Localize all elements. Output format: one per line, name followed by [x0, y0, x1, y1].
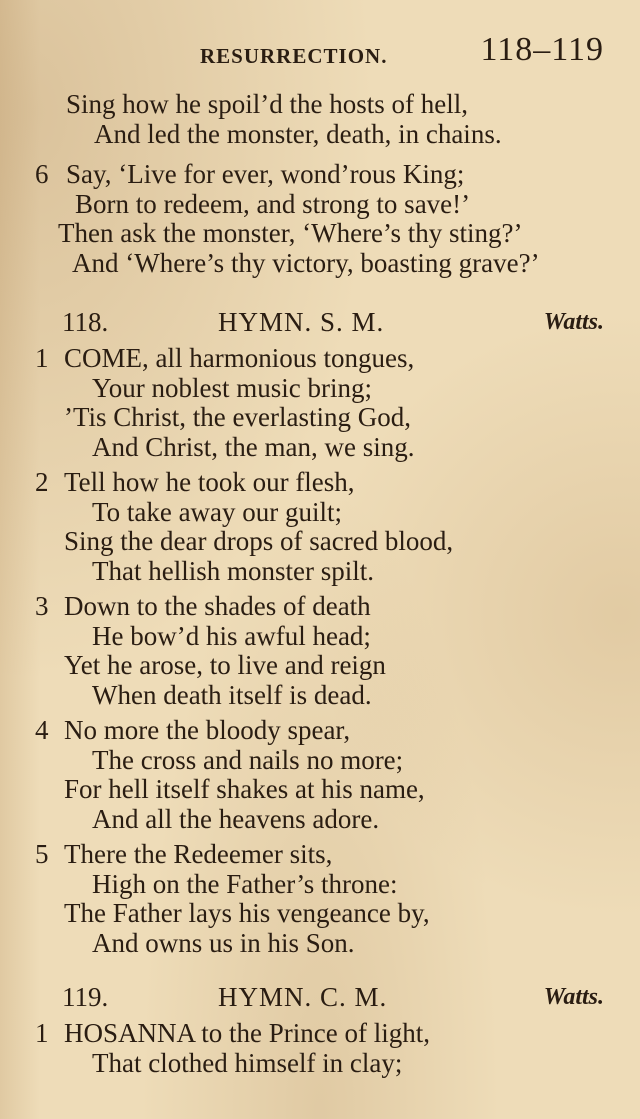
verse-line: 6 Say, ‘Live for ever, wond’rous King;	[35, 159, 465, 189]
verse-line: That clothed himself in clay;	[92, 1047, 403, 1078]
verse-line: And Christ, the man, we sing.	[92, 431, 415, 462]
hymn-118-stanza-2	[0, 468, 640, 586]
verse-line: Sing how he spoil’d the hosts of hell,	[66, 89, 468, 119]
verse-line: When death itself is dead.	[92, 679, 372, 710]
running-head: RESURRECTION.	[200, 44, 388, 68]
verse-line: 1 COME, all harmonious tongues,	[35, 343, 415, 373]
hymn-119-heading	[0, 980, 640, 1014]
verse-line: And ‘Where’s thy victory, boasting grave?’	[72, 247, 540, 278]
page-range: 118–119	[480, 31, 604, 68]
verse-line: Born to redeem, and strong to save!’	[75, 188, 471, 219]
stanza-number: 5	[35, 839, 49, 869]
verse-line: The cross and nails no more;	[92, 744, 404, 775]
verse-line: High on the Father’s throne:	[92, 868, 398, 899]
stanza-number: 6	[35, 159, 49, 189]
hymn-118-stanza-5	[0, 840, 640, 958]
verse-line: For hell itself shakes at his name,	[64, 774, 425, 804]
hymn-118-stanza-3	[0, 592, 640, 710]
hymn-author: Watts.	[543, 309, 604, 335]
verse-line: And led the monster, death, in chains.	[94, 118, 502, 149]
verse-line: Then ask the monster, ‘Where’s thy sting?’	[58, 218, 523, 248]
verse-line: 2 Tell how he took our flesh,	[35, 467, 355, 497]
verse-line: Sing the dear drops of sacred blood,	[64, 526, 454, 556]
verse-line: 1 HOSANNA to the Prince of light,	[35, 1018, 430, 1048]
stanza-number: 3	[35, 591, 49, 621]
verse-line: ’Tis Christ, the everlasting God,	[64, 402, 411, 432]
stanza-6	[0, 160, 640, 278]
page-header	[0, 28, 640, 78]
stanza-continuation	[0, 90, 640, 149]
hymn-number: 118.	[62, 307, 109, 337]
verse-line: The Father lays his vengeance by,	[64, 898, 430, 928]
hymn-118-stanza-1	[0, 344, 640, 462]
verse-line: Your noblest music bring;	[92, 372, 373, 403]
stanza-number: 1	[35, 1018, 49, 1048]
hymn-title: HYMN. C. M.	[218, 982, 388, 1012]
verse-line: 3 Down to the shades of death	[35, 591, 371, 621]
verse-line: Yet he arose, to live and reign	[64, 650, 386, 680]
verse-line: To take away our guilt;	[92, 496, 343, 527]
hymn-number: 119.	[62, 982, 109, 1012]
verse-line: He bow’d his awful head;	[92, 620, 371, 651]
verse-line: And all the heavens adore.	[92, 803, 380, 834]
hymn-author: Watts.	[543, 984, 604, 1010]
hymn-119-stanza-1	[0, 1019, 640, 1078]
hymn-118-stanza-4	[0, 716, 640, 834]
verse-line: And owns us in his Son.	[92, 927, 355, 958]
verse-line: 4 No more the bloody spear,	[35, 715, 351, 745]
stanza-number: 1	[35, 343, 49, 373]
verse-line: That hellish monster spilt.	[92, 555, 374, 586]
hymn-118-heading	[0, 305, 640, 339]
hymn-title: HYMN. S. M.	[218, 307, 385, 337]
stanza-number: 2	[35, 467, 49, 497]
stanza-number: 4	[35, 715, 49, 745]
verse-line: 5 There the Redeemer sits,	[35, 839, 333, 869]
